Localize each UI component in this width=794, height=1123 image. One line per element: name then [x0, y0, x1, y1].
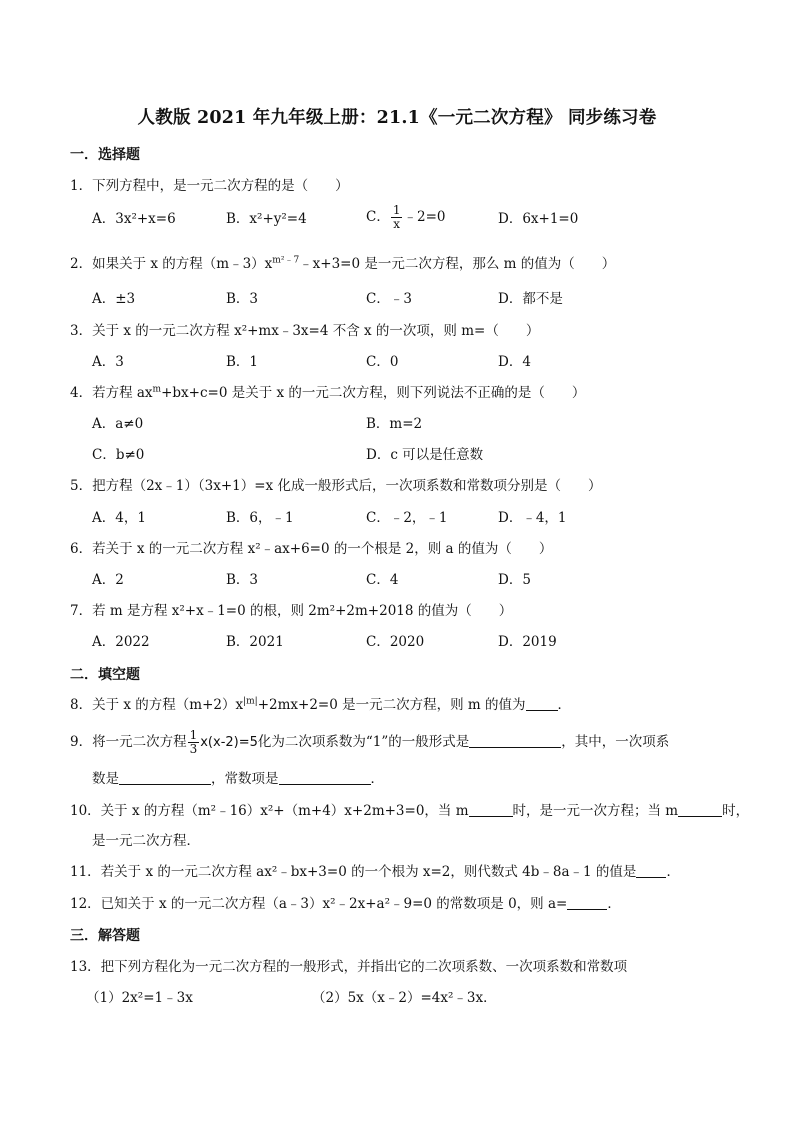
question-10 [70, 801, 749, 821]
q2-option-c: C．﹣3 [366, 291, 412, 307]
section-multiple-choice: 一．选择题 [70, 147, 140, 163]
q1-option-a: A．3x²+x=6 [92, 211, 176, 227]
q8-exponent: |m| [243, 696, 258, 707]
q2-stem-start: 2．如果关于 x 的方程（m﹣3）x [70, 256, 273, 272]
q11-period: ． [666, 864, 680, 880]
q7-option-c: C．2020 [366, 634, 425, 650]
q9-line2-start: 数是 [92, 771, 119, 787]
q6-option-d: D．5 [498, 572, 531, 588]
q7-option-d: D．2019 [498, 634, 557, 650]
answer-blank[interactable] [119, 770, 211, 785]
q4-option-b: B．m=2 [366, 416, 423, 432]
q2-stem-end: ﹣x+3=0 是一元二次方程，那么 m 的值为（ ） [299, 256, 616, 272]
q8-period: ． [557, 697, 572, 713]
question-9-line-2 [92, 769, 384, 789]
q1-option-c-fraction [391, 204, 403, 231]
q4-stem-end: +bx+c=0 是关于 x 的一元二次方程，则下列说法不正确的是（ ） [161, 385, 586, 401]
question-10-line-2: 是一元二次方程． [92, 833, 200, 849]
question-13: 13．把下列方程化为一元二次方程的一般形式，并指出它的二次项系数、一次项系数和常数项 [70, 959, 628, 975]
fraction-denominator: 3 [189, 742, 198, 756]
answer-blank[interactable] [567, 895, 607, 910]
q4-option-d: D．c 可以是任意数 [366, 447, 484, 463]
question-2 [70, 254, 615, 274]
q6-option-a: A．2 [92, 572, 124, 588]
q12-stem: 12．已知关于 x 的一元二次方程（a﹣3）x²﹣2x+a²﹣9=0 的常数项是 0，则 a= [70, 896, 568, 912]
q1-option-b: B．x²+y²=4 [226, 211, 307, 227]
question-3: 3．关于 x 的一元二次方程 x²+mx﹣3x=4 不含 x 的一次项，则 m=（ ） [70, 323, 540, 339]
q5-option-a: A．4，1 [92, 510, 146, 526]
q5-option-c: C．﹣2，﹣1 [366, 510, 448, 526]
question-9 [70, 729, 669, 756]
q8-stem-end: +2mx+2=0 是一元二次方程，则 m 的值为 [257, 697, 526, 713]
q13-part-2: （2）5x（x﹣2）=4x²﹣3x． [312, 990, 497, 1006]
q3-option-c: C．0 [366, 354, 399, 370]
question-6: 6．若关于 x 的一元二次方程 x²﹣ax+6=0 的一个根是 2，则 a 的值为（ ） [70, 541, 553, 557]
question-8 [70, 695, 571, 715]
answer-blank[interactable] [678, 802, 722, 817]
q13-part-1: （1）2x²=1﹣3x [86, 990, 193, 1006]
q5-option-d: D．﹣4，1 [498, 510, 567, 526]
q10-stem-mid: 时，是一元一次方程；当 m [512, 803, 679, 819]
q3-option-b: B．1 [226, 354, 259, 370]
section-problems: 三．解答题 [70, 928, 140, 944]
answer-blank[interactable] [526, 696, 558, 711]
fraction-denominator: x [393, 217, 401, 231]
q11-stem: 11．若关于 x 的一元二次方程 ax²﹣bx+3=0 的一个根为 x=2，则代数式 4b﹣8a﹣1 的值是 [70, 864, 637, 880]
question-1: 1．下列方程中，是一元二次方程的是（ ） [70, 178, 349, 194]
fraction-numerator: 1 [392, 203, 401, 217]
q1-option-d: D．6x+1=0 [498, 211, 579, 227]
q10-stem-start: 10．关于 x 的方程（m²﹣16）x²+（m+4）x+2m+3=0，当 m [70, 803, 469, 819]
q9-line2-mid: ，常数项是 [211, 771, 279, 787]
q9-fraction [188, 729, 200, 756]
q12-period: ． [607, 896, 621, 912]
q4-option-a: A．a≠0 [92, 416, 144, 432]
q4-stem-start: 4．若方程 ax [70, 385, 153, 401]
q2-option-a: A．±3 [92, 291, 136, 307]
answer-blank[interactable] [636, 863, 666, 878]
q3-option-a: A．3 [92, 354, 124, 370]
q2-option-b: B．3 [226, 291, 259, 307]
q3-option-d: D．4 [498, 354, 531, 370]
q1-option-c [366, 204, 445, 231]
q9-stem-end: ，其中，一次项系 [561, 734, 670, 750]
q5-option-b: B．6，﹣1 [226, 510, 294, 526]
q9-period: ． [370, 771, 384, 787]
q6-option-c: C．4 [366, 572, 399, 588]
q9-stem-mid: 化为二次项系数为“1”的一般形式是 [257, 734, 470, 750]
q6-option-b: B．3 [226, 572, 259, 588]
q4-exponent: m [152, 384, 162, 395]
answer-blank[interactable] [279, 770, 371, 785]
question-5: 5．把方程（2x﹣1）（3x+1）=x 化成一般形式后，一次项系数和常数项分别是（ ） [70, 478, 602, 494]
fraction-numerator: 1 [189, 728, 198, 742]
q9-stem-start: 9．将一元二次方程 [70, 734, 187, 750]
answer-blank[interactable] [469, 733, 561, 748]
q4-option-c: C．b≠0 [92, 447, 145, 463]
question-11 [70, 862, 680, 882]
q7-option-a: A．2022 [92, 634, 150, 650]
question-7: 7．若 m 是方程 x²+x﹣1=0 的根，则 2m²+2m+2018 的值为（ ） [70, 603, 513, 619]
q1-option-c-rest: ﹣2=0 [403, 209, 446, 225]
q10-stem-end: 时， [722, 803, 750, 819]
page-title: 人教版 2021 年九年级上册：21.1《一元二次方程》 同步练习卷 [137, 108, 657, 128]
q1-option-c-label: C． [366, 209, 390, 225]
q2-option-d: D．都不是 [498, 291, 563, 307]
question-12 [70, 894, 621, 914]
q7-option-b: B．2021 [226, 634, 284, 650]
question-4 [70, 383, 585, 403]
q9-equation: x(x-2)=5 [200, 735, 258, 750]
q2-exponent: m²﹣7 [272, 255, 300, 266]
section-fill-in-blank: 二．填空题 [70, 667, 140, 683]
q8-stem-start: 8．关于 x 的方程（m+2）x [70, 697, 244, 713]
answer-blank[interactable] [469, 802, 513, 817]
